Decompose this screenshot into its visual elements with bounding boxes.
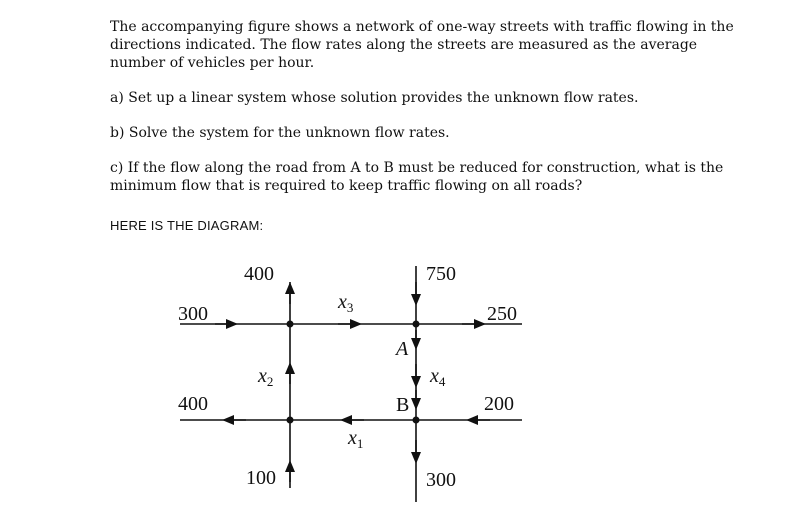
diagram-heading: HERE IS THE DIAGRAM: — [110, 218, 264, 233]
flow-right-street-bottom: 300 — [426, 469, 456, 491]
flow-bottom-left-out: 400 — [178, 393, 208, 415]
problem-intro: The accompanying figure shows a network of one-way streets with traffic flowing in the directions indicated. The flow rates along the streets are measured as the average number of vehicles per hour. — [110, 19, 734, 71]
var-x4: $x_4$ — [430, 365, 446, 389]
intersection-bottom-left — [287, 417, 294, 424]
part-c: c) If the flow along the road from A to B must be reduced for construction, what is the minimum flow that is required to keep traffic flowing on all roads? — [110, 160, 724, 194]
flow-top-right-out: 250 — [487, 303, 517, 325]
intersection-bottom-right — [413, 417, 420, 424]
flow-top-left-in: 300 — [178, 303, 208, 325]
node-b: B — [396, 394, 410, 416]
part-a: a) Set up a linear system whose solution provides the unknown flow rates. — [110, 90, 639, 106]
var-x1: $x_1$ — [348, 427, 364, 451]
flow-left-street-top: 400 — [244, 263, 274, 285]
var-x3: $x_3$ — [338, 291, 354, 315]
intersection-top-left — [287, 321, 294, 328]
intersection-top-right — [413, 321, 420, 328]
node-a: A — [396, 338, 409, 360]
var-x2: $x_2$ — [258, 365, 274, 389]
part-b: b) Solve the system for the unknown flow rates. — [110, 125, 450, 141]
flow-bottom-right-in: 200 — [484, 393, 514, 415]
flow-right-street-top: 750 — [426, 263, 456, 285]
flow-left-street-bottom: 100 — [246, 467, 276, 489]
